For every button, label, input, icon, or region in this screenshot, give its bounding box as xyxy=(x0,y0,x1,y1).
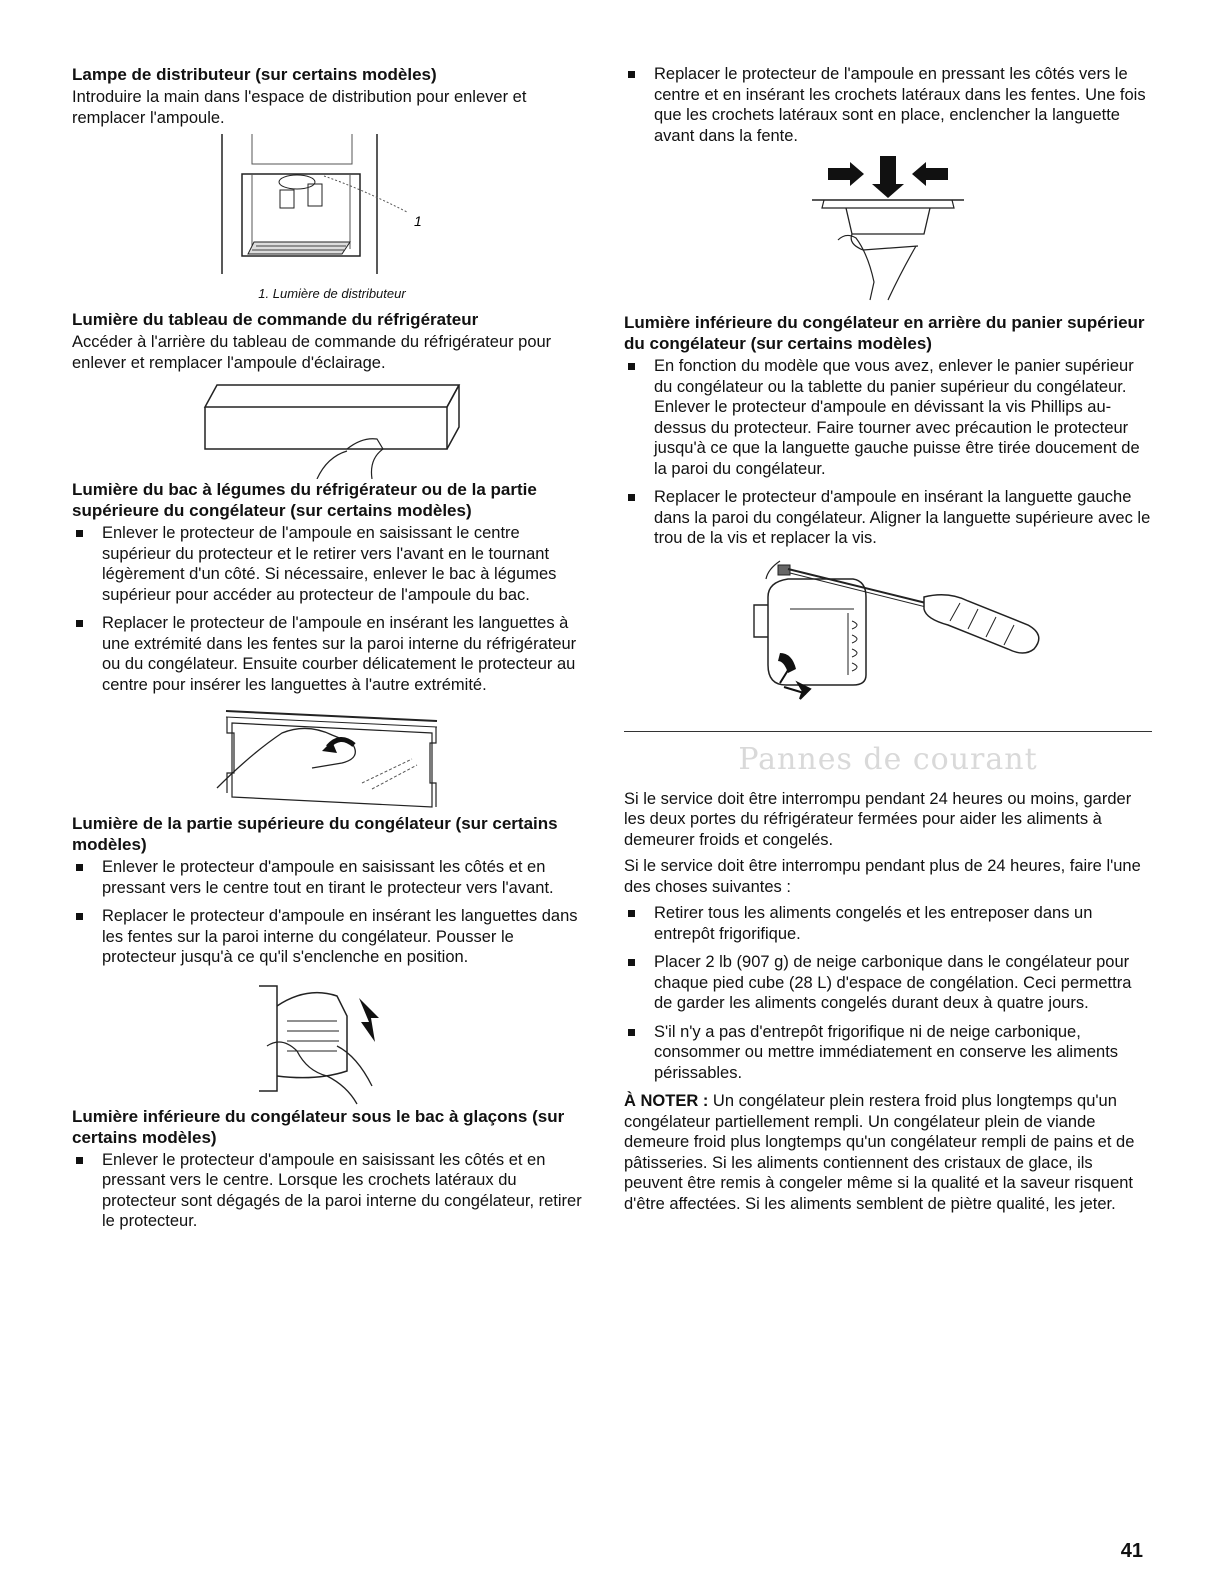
upper-freezer-light-illustration xyxy=(247,976,417,1106)
list-item: Enlever le protecteur de l'ampoule en saisissant le centre supérieur du protecteur et le retirer vers l'avant en le tournant légèrement d'un côté. Si nécessaire, enlever le bac à légumes supérieur pour accéder au protecteur de l'ampoule du bac. xyxy=(72,523,592,605)
heading-lower-freezer-light-basket: Lumière inférieure du congélateur en arrière du panier supérieur du congélateur (sur certains modèles) xyxy=(624,313,1145,353)
heading-upper-freezer-light: Lumière de la partie supérieure du congélateur (sur certains modèles) xyxy=(72,814,558,854)
list-item: Replacer le protecteur de l'ampoule en insérant les languettes à une extrémité dans les fentes sur la paroi interne du réfrigérateur ou du congélateur. Ensuite courber délicatement le protecteur au centre pour insérer les languettes à l'autre extrémité. xyxy=(72,613,592,695)
list-item: Retirer tous les aliments congelés et les entreposer dans un entrepôt frigorifique. xyxy=(624,903,1152,944)
power-outage-text-1: Si le service doit être interrompu pendant 24 heures ou moins, garder les deux portes du réfrigérateur fermées pour aider les aliments à demeurer froids et congelés. xyxy=(624,789,1132,849)
heading-lower-freezer-light-ice-bin: Lumière inférieure du congélateur sous le bac à glaçons (sur certains modèles) xyxy=(72,1106,565,1147)
power-outage-steps xyxy=(624,903,1152,1083)
lower-freezer-light-steps-continued xyxy=(624,64,1152,146)
note-text: Un congélateur plein restera froid plus longtemps qu'un congélateur partiellement rempli. Un congélateur plein de viande demeure froid plus longtemps qu'un congélateur rempli de pains et de pâtisseries. Si les aliments contiennent des cristaux de glace, ils peuvent être remis à congeler même si la qualité et la saveur risquent d'être affectées. Si les aliments semblent de piètre qualité, les jeter. xyxy=(624,1092,1135,1213)
dispenser-light-text: Introduire la main dans l'espace de distribution pour enlever et remplacer l'ampoule. xyxy=(72,88,527,127)
note-label: À NOTER : xyxy=(624,1092,709,1110)
list-item: En fonction du modèle que vous avez, enlever le panier supérieur du congélateur ou la tablette du panier supérieur du congélateur. Enlever le protecteur d'ampoule en dévissant la vis Phillips au-dessus du protecteur. Faire tourner avec précaution le protecteur jusqu'à ce que la languette gauche puisse être tirée doucement de la paroi du congélateur. xyxy=(624,356,1152,479)
control-panel-light-text: Accéder à l'arrière du tableau de commande du réfrigérateur pour enlever et remplacer l'ampoule d'éclairage. xyxy=(72,333,552,372)
crisper-light-steps xyxy=(72,523,592,695)
power-outage-title: Pannes de courant xyxy=(738,741,1038,777)
power-outage-text-2: Si le service doit être interrompu pendant plus de 24 heures, faire l'une des choses suivantes : xyxy=(624,857,1141,896)
left-column xyxy=(72,64,592,1240)
list-item: Replacer le protecteur d'ampoule en insérant les languettes dans les fentes sur la paroi interne du congélateur. Pousser le protecteur jusqu'à ce qu'il s'enclenche en position. xyxy=(72,906,592,968)
list-item: Enlever le protecteur d'ampoule en saisissant les côtés et en pressant vers le centre. Lorsque les crochets latéraux du protecteur sont dégagés de la paroi interne du congélateur, retirer le protecteur. xyxy=(72,1150,592,1232)
page-number: 41 xyxy=(1120,1540,1143,1562)
crisper-light-illustration xyxy=(212,703,452,813)
figure-caption: 1. Lumière de distributeur xyxy=(258,286,406,301)
lower-freezer-basket-steps xyxy=(624,356,1152,549)
upper-freezer-light-steps xyxy=(72,857,592,968)
heading-crisper-light: Lumière du bac à légumes du réfrigérateur ou de la partie supérieure du congélateur (sur certains modèles) xyxy=(72,480,537,520)
right-column xyxy=(624,64,1152,1220)
list-item: Enlever le protecteur d'ampoule en saisissant les côtés et en pressant vers le centre tout en tirant le protecteur vers l'avant. xyxy=(72,857,592,898)
screwdriver-cover-illustration xyxy=(728,557,1048,717)
lower-freezer-light-steps xyxy=(72,1150,592,1232)
control-panel-light-illustration xyxy=(197,379,467,479)
heading-dispenser-light: Lampe de distributeur (sur certains modèles) xyxy=(72,65,437,84)
list-item: Replacer le protecteur de l'ampoule en pressant les côtés vers le centre et en insérant les crochets latéraux dans les fentes. Une fois que les crochets latéraux sont en place, enclencher la languette avant dans la fente. xyxy=(624,64,1152,146)
dispenser-light-illustration xyxy=(212,134,452,284)
section-divider xyxy=(624,731,1152,732)
list-item: Replacer le protecteur d'ampoule en insérant la languette gauche dans la paroi du congélateur. Aligner la languette supérieure avec le trou de la vis et replacer la vis. xyxy=(624,487,1152,549)
list-item: Placer 2 lb (907 g) de neige carbonique dans le congélateur pour chaque pied cube (28 L) d'espace de congélation. Ceci permettra de garder les aliments congelés durant deux à quatre jours. xyxy=(624,952,1152,1014)
callout-number: 1 xyxy=(414,213,422,229)
list-item: S'il n'y a pas d'entrepôt frigorifique ni de neige carbonique, consommer ou mettre immédiatement en conserve les aliments périssables. xyxy=(624,1022,1152,1084)
note-paragraph xyxy=(624,1091,1152,1214)
heading-control-panel-light: Lumière du tableau de commande du réfrigérateur xyxy=(72,310,479,329)
lower-freezer-light-cover-illustration xyxy=(808,154,968,304)
